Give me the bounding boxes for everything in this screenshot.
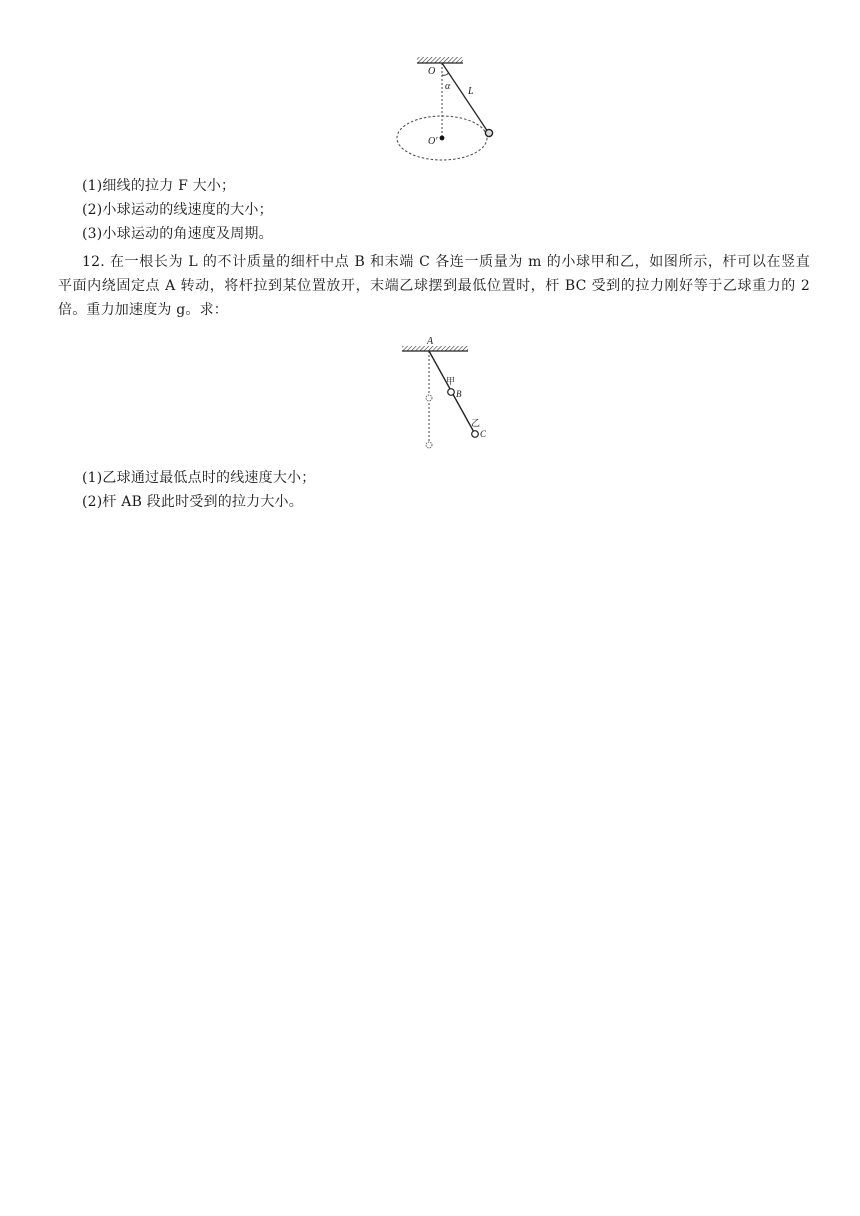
string-line	[442, 63, 488, 132]
label-yi: 乙	[471, 419, 481, 429]
q12-part-1: (1)乙球通过最低点时的线速度大小；	[82, 470, 316, 486]
ceiling-hatch	[417, 57, 463, 63]
dashed-ball-mid	[426, 395, 432, 401]
label-jia: 甲	[446, 377, 456, 387]
conical-pendulum-figure	[390, 52, 500, 164]
angle-arc	[442, 73, 449, 75]
dashed-ball-bottom	[426, 442, 432, 448]
q12-line-1: 12. 在一根长为 L 的不计质量的细杆中点 B 和末端 C 各连一质量为 m 的小球甲和乙，如图所示，杆可以在竖直	[82, 254, 810, 270]
q11-part-2: (2)小球运动的线速度的大小；	[82, 202, 273, 218]
label-L: L	[468, 86, 474, 97]
q12-part-2: (2)杆 AB 段此时受到的拉力大小。	[82, 494, 303, 510]
rod-pendulum-figure	[398, 334, 498, 452]
center-point	[440, 136, 445, 141]
q11-part-3: (3)小球运动的角速度及周期。	[82, 226, 273, 242]
ball-C	[472, 431, 479, 438]
label-B: B	[456, 389, 462, 399]
q12-line-3: 倍。重力加速度为 g。求：	[58, 302, 229, 318]
ball	[485, 129, 492, 136]
ball-B	[448, 389, 455, 396]
q11-part-1: (1)细线的拉力 F 大小；	[82, 178, 236, 194]
label-A: A	[427, 336, 434, 347]
label-alpha: α	[445, 81, 451, 92]
label-O-prime: O′	[428, 136, 438, 147]
label-O: O	[428, 66, 436, 77]
ceiling-hatch	[402, 346, 468, 351]
q12-line-2: 平面内绕固定点 A 转动，将杆拉到某位置放开，末端乙球摆到最低位置时，杆 BC 受到的拉力刚好等于乙球重力的 2	[58, 278, 810, 294]
label-C: C	[480, 429, 487, 439]
